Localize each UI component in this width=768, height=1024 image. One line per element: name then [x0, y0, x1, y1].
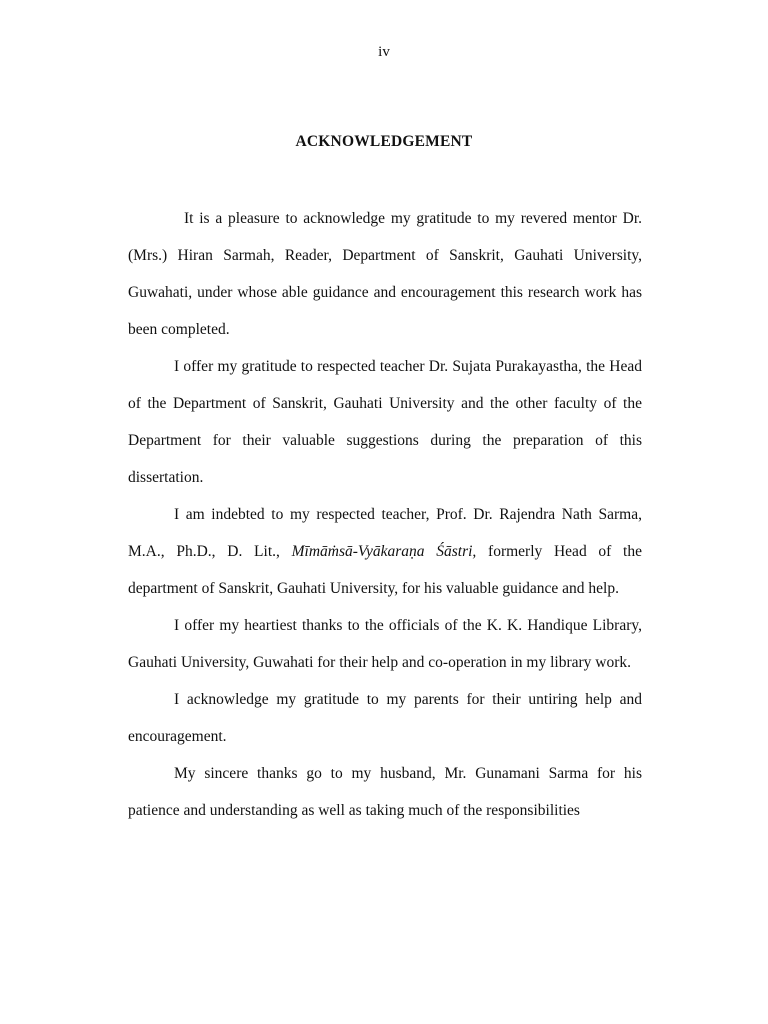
- paragraph-professor-text-end: formerly Head of the department of Sanskrit, Gauhati University, for his valuable guidance and help.: [128, 543, 642, 597]
- paragraph-mentor: It is a pleasure to acknowledge my gratitude to my revered mentor Dr. (Mrs.) Hiran Sarmah, Reader, Department of Sanskrit, Gauhati University, Guwahati, under whose able guidance and encouragement this research work has been completed.: [128, 210, 642, 338]
- paragraph-professor-title: Mīmāṁsā-Vyākaraṇa Śāstri,: [291, 543, 477, 560]
- page-number: iv: [378, 44, 390, 60]
- paragraph-husband: My sincere thanks go to my husband, Mr. Gunamani Sarma for his patience and understanding as well as taking much of the responsibilities: [128, 765, 642, 819]
- acknowledgement-body: [128, 200, 642, 829]
- paragraph-professor-text: I am indebted to my respected teacher, Prof. Dr. Rajendra Nath Sarma, M.A., Ph.D., D. Lit.,: [128, 506, 642, 560]
- paragraph-parents: I acknowledge my gratitude to my parents for their untiring help and encouragement.: [128, 691, 642, 745]
- paragraph-library: I offer my heartiest thanks to the officials of the K. K. Handique Library, Gauhati University, Guwahati for their help and co-operation in my library work.: [128, 617, 642, 671]
- page-title: ACKNOWLEDGEMENT: [295, 133, 473, 150]
- paragraph-head-of-department: I offer my gratitude to respected teacher Dr. Sujata Purakayastha, the Head of the Department of Sanskrit, Gauhati University and the other faculty of the Department for their valuable suggestions during the preparation of this dissertation.: [128, 358, 642, 486]
- paragraph-professor: [128, 496, 642, 607]
